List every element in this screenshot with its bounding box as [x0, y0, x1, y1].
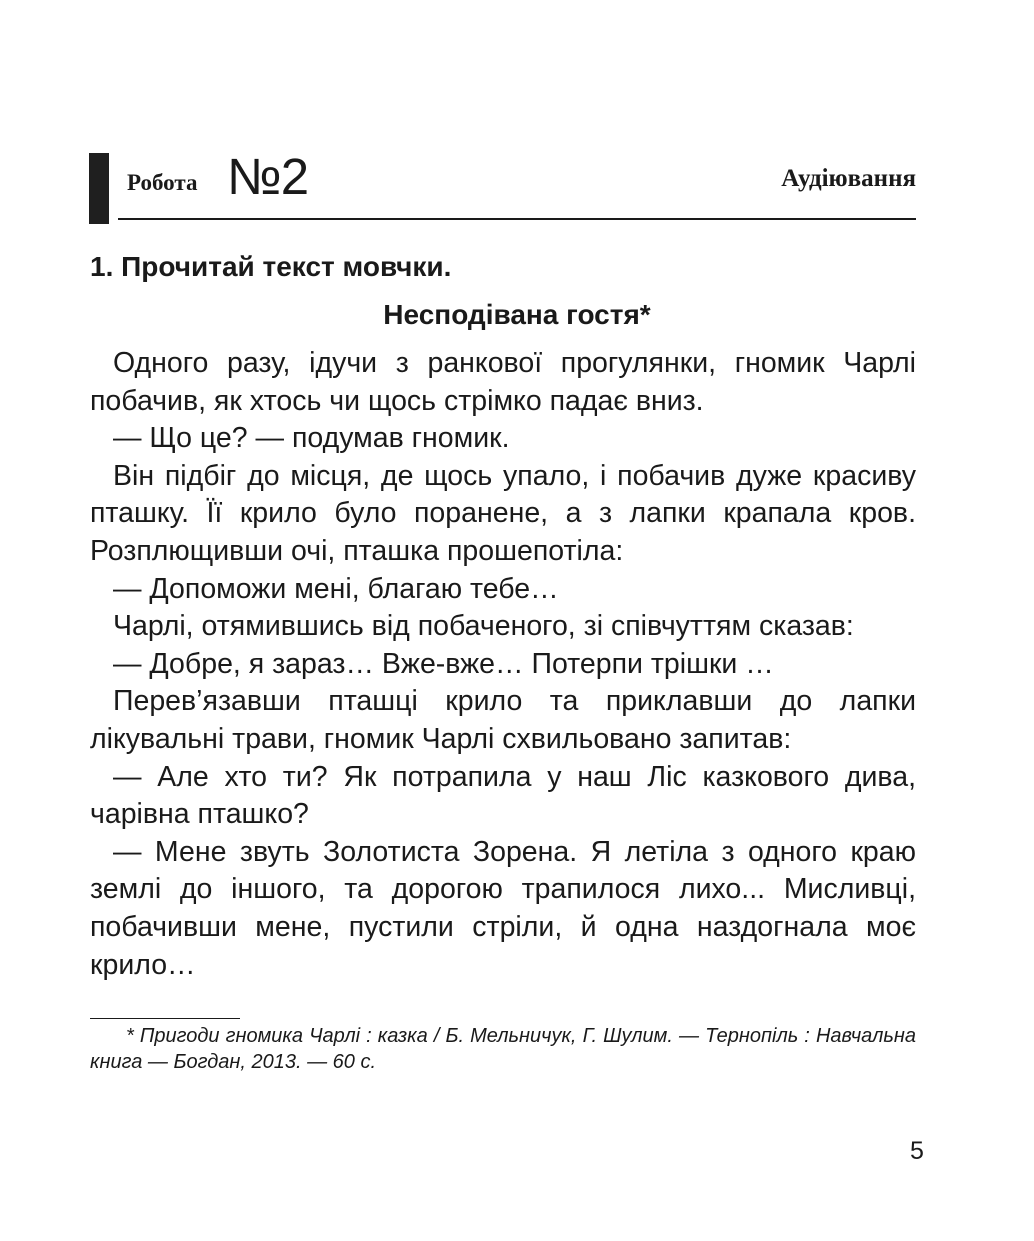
work-number: №2 [227, 148, 309, 205]
section-label: Аудіювання [781, 165, 916, 192]
task-title: 1. Прочитай текст мовчки. [90, 251, 452, 282]
page-number: 5 [910, 1137, 924, 1165]
story-paragraph: — Але хто ти? Як потрапила у наш Ліс казкового дива, чарівна пташко? [90, 760, 916, 831]
story-paragraph: Перев’язавши пташці крило та приклавши до лапки лікувальні трави, гномик Чарлі схвильовано запитав: [90, 685, 916, 755]
footnote-divider [90, 1018, 240, 1019]
story-paragraph: Він підбіг до місця, де щось упало, і побачив дуже красиву пташку. Її крило було поранене, а з лапки крапала кров. Розплющивши очі, пташка прошепотіла: [90, 459, 916, 567]
story-title: Несподівана гостя* [383, 299, 651, 330]
header-marker-bar [89, 153, 109, 224]
story-paragraph: — Мене звуть Золотиста Зорена. Я летіла з одного краю землі до іншого, та дорогою трапилося лихо... Мисливці, побачивши мене, пустили стріли, й одна наздогнала моє крило… [90, 835, 916, 981]
footnote [90, 1023, 916, 1075]
footnote-text: * Пригоди гномика Чарлі : казка / Б. Мельничук, Г. Шулим. — Тернопіль : Навчальна книга — Богдан, 2013. — 60 с. [90, 1025, 916, 1073]
header-divider [118, 218, 916, 220]
work-label: Робота [127, 170, 198, 195]
story-paragraph: — Добре, я зараз… Вже-вже… Потерпи трішки … [113, 647, 774, 680]
story-paragraph: — Допоможи мені, благаю тебе… [113, 572, 559, 605]
story-paragraph: Одного разу, ідучи з ранкової прогулянки, гномик Чарлі побачив, як хтось чи щось стрімко падає вниз. [90, 347, 916, 417]
story-body [90, 345, 916, 984]
story-paragraph: Чарлі, отямившись від побаченого, зі співчуттям сказав: [113, 610, 854, 643]
story-paragraph: — Що це? — подумав гномик. [113, 422, 510, 455]
